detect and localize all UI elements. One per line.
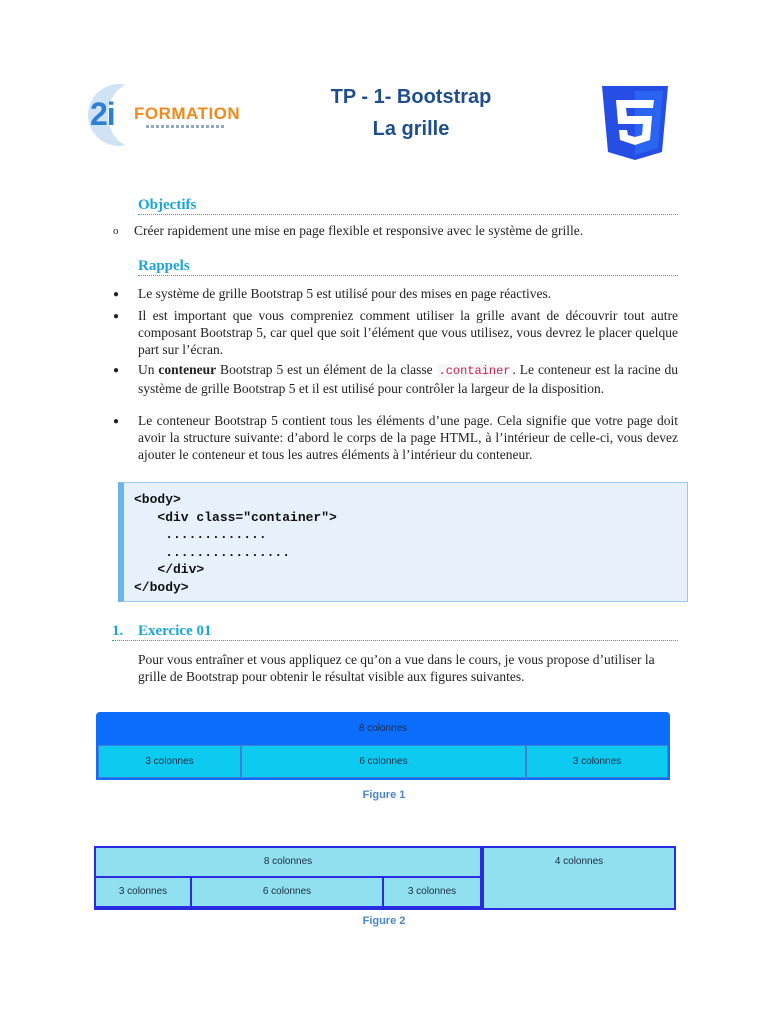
fig2-col-4-label: 4 colonnes	[554, 856, 604, 867]
section-heading-objectifs: Objectifs	[138, 196, 678, 215]
code-block	[118, 482, 688, 602]
figure-2	[94, 846, 678, 910]
bullet-icon: ●	[113, 365, 120, 376]
bold-term: conteneur	[158, 362, 217, 377]
bullet-icon: ●	[113, 289, 120, 300]
page-title: TP - 1- Bootstrap	[330, 86, 492, 108]
exercice-title: Exercice 01	[138, 623, 212, 639]
circle-bullet-icon: o	[113, 225, 119, 237]
bullet-icon: ●	[113, 416, 120, 427]
logo-mark: 2i	[90, 96, 115, 132]
page-subtitle: La grille	[372, 118, 450, 140]
inline-code: .container	[438, 364, 511, 378]
figure-2-caption: Figure 2	[362, 915, 406, 927]
objectif-item: Créer rapidement une mise en page flexible et responsive avec le système de grille.	[134, 223, 584, 238]
rappel-item-2: Il est important que vous compreniez comment utiliser la grille avant de découvrir tout autre composant Bootstrap 5, car quel que soit l’élément que vous utilisez, vous devrez le placer quelque part sur l’écran.	[138, 308, 678, 357]
logo-name: FORMATION	[134, 104, 241, 123]
fig2-cell: 3 colonnes	[94, 876, 192, 908]
section-heading-rappels: Rappels	[138, 257, 678, 276]
rappel-item-4: Le conteneur Bootstrap 5 contient tous les éléments d’une page. Cela signifie que votre page doit avoir la structure suivante: d’abord le corps de la page HTML, à l’intérieur de celle-ci, vous devez ajouter le conteneur et tous les autres éléments à l’intérieur du conteneur.	[138, 413, 678, 462]
bullet-icon: ●	[113, 311, 120, 322]
rappel-item-3: Un conteneur Bootstrap 5 est un élément de la classe .container . Le conteneur est la racine du système de grille Bootstrap 5 et il est utilisé pour contrôler la largeur de la disposition.	[138, 362, 678, 396]
fig1-cell: 3 colonnes	[98, 745, 241, 778]
fig2-col-8-label: 8 colonnes	[263, 856, 313, 867]
section-heading-exercice	[112, 622, 678, 641]
figure-1	[96, 712, 670, 780]
fig1-row	[96, 745, 670, 780]
exercice-text: Pour vous entraîner et vous appliquez ce qu’on a vue dans le cours, je vous propose d’utiliser la grille de Bootstrap pour obtenir le résultat visible aux figures suivantes.	[138, 652, 655, 684]
fig1-cell: 3 colonnes	[526, 745, 668, 778]
fig2-cell: 3 colonnes	[382, 876, 482, 908]
fig2-cell: 6 colonnes	[190, 876, 384, 908]
code-content: <body> <div class="container"> ............. ................ </div> </body>	[134, 492, 337, 595]
exercice-number: 1.	[112, 623, 124, 639]
css3-shield-icon	[598, 84, 672, 162]
fig2-col-4	[482, 846, 676, 910]
fig1-cell: 6 colonnes	[241, 745, 526, 778]
fig1-row-8-cols: 8 colonnes	[96, 712, 670, 746]
figure-1-caption: Figure 1	[362, 789, 406, 801]
rappel-item-1: Le système de grille Bootstrap 5 est utilisé pour des mises en page réactives.	[138, 286, 552, 301]
